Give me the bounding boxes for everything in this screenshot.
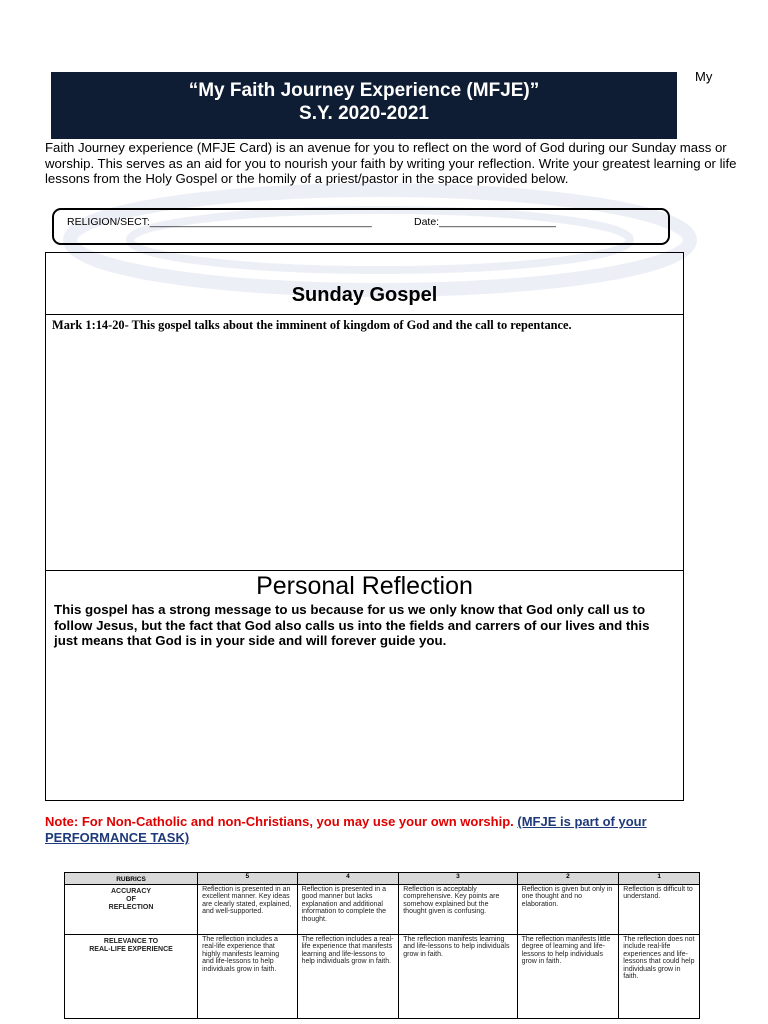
reflection-heading: Personal Reflection bbox=[256, 572, 473, 600]
note-red: Note: For Non-Catholic and non-Christians, you may use your own worship. bbox=[45, 814, 518, 829]
rubrics-table bbox=[64, 872, 700, 1019]
note-link: (MFJE is part of your PERFORMANCE TASK) bbox=[45, 814, 647, 845]
rubric-cell: The reflection manifests little degree of learning and life-lessons to help individuals grow in faith. bbox=[517, 935, 619, 1019]
table-row bbox=[65, 885, 700, 935]
gospel-heading: Sunday Gospel bbox=[291, 284, 438, 306]
rubric-cell: The reflection includes a real-life experience that manifests learning and life-lessons to help individuals grow in faith. bbox=[297, 935, 399, 1019]
score-header-5: 5 bbox=[198, 873, 298, 885]
rubric-cell: Reflection is difficult to understand. bbox=[619, 885, 700, 935]
intro-paragraph: Faith Journey experience (MFJE Card) is an avenue for you to reflect on the word of God during our Sunday mass or worship. This serves as an aid for you to nourish your faith by writing your reflection. Write your greatest learning or life lessons from the Holy Gospel or the homily of a priest/pastor in the space provided below. bbox=[45, 140, 737, 187]
school-year: S.Y. 2020-2021 bbox=[299, 103, 429, 124]
score-header-4: 4 bbox=[297, 873, 399, 885]
gospel-reflection-box bbox=[45, 252, 684, 801]
religion-date-field[interactable] bbox=[52, 208, 670, 245]
religion-field[interactable]: RELIGION/SECT:______________________________________ bbox=[67, 216, 372, 228]
rubrics-header-row bbox=[65, 873, 700, 885]
score-header-1: 1 bbox=[619, 873, 700, 885]
score-header-2: 2 bbox=[517, 873, 619, 885]
rubric-cell: The reflection does not include real-life experiences and life-lessons that could help individuals grow in faith. bbox=[619, 935, 700, 1019]
rubric-cell: The reflection includes a real-life experience that highly manifests learning and life-lessons to help individuals grow in faith. bbox=[198, 935, 298, 1019]
reflection-text: This gospel has a strong message to us because for us we only know that God only call us to follow Jesus, but the fact that God also calls us into the fields and carrers of our lives and this just means that God is in your side and will forever guide you. bbox=[54, 602, 650, 649]
rubrics-header: RUBRICS bbox=[65, 873, 198, 885]
note bbox=[45, 814, 725, 846]
gospel-text: Mark 1:14-20- This gospel talks about the imminent of kingdom of God and the call to repentance. bbox=[46, 315, 683, 571]
title-banner bbox=[51, 72, 677, 139]
rubric-cell: Reflection is presented in an excellent manner. Key ideas are clearly stated, explained, and well-supported. bbox=[198, 885, 298, 935]
page-title: “My Faith Journey Experience (MFJE)” bbox=[188, 80, 540, 101]
table-row bbox=[65, 935, 700, 1019]
gospel-heading-cell bbox=[46, 253, 683, 315]
criterion-accuracy: ACCURACY OF REFLECTION bbox=[65, 885, 198, 935]
rubric-cell: Reflection is acceptably comprehensive. Key points are somehow explained but the thought given is confusing. bbox=[399, 885, 517, 935]
score-header-3: 3 bbox=[399, 873, 517, 885]
rubric-cell: Reflection is presented in a good manner but lacks explanation and additional information to complete the thought. bbox=[297, 885, 399, 935]
rubric-cell: Reflection is given but only in one thought and no elaboration. bbox=[517, 885, 619, 935]
criterion-relevance: RELEVANCE TO REAL-LIFE EXPERIENCE bbox=[65, 935, 198, 1019]
date-field[interactable]: Date:____________________ bbox=[414, 216, 556, 228]
rubric-cell: The reflection manifests learning and life-lessons to help individuals grow in faith. bbox=[399, 935, 517, 1019]
corner-note: My bbox=[695, 69, 713, 84]
